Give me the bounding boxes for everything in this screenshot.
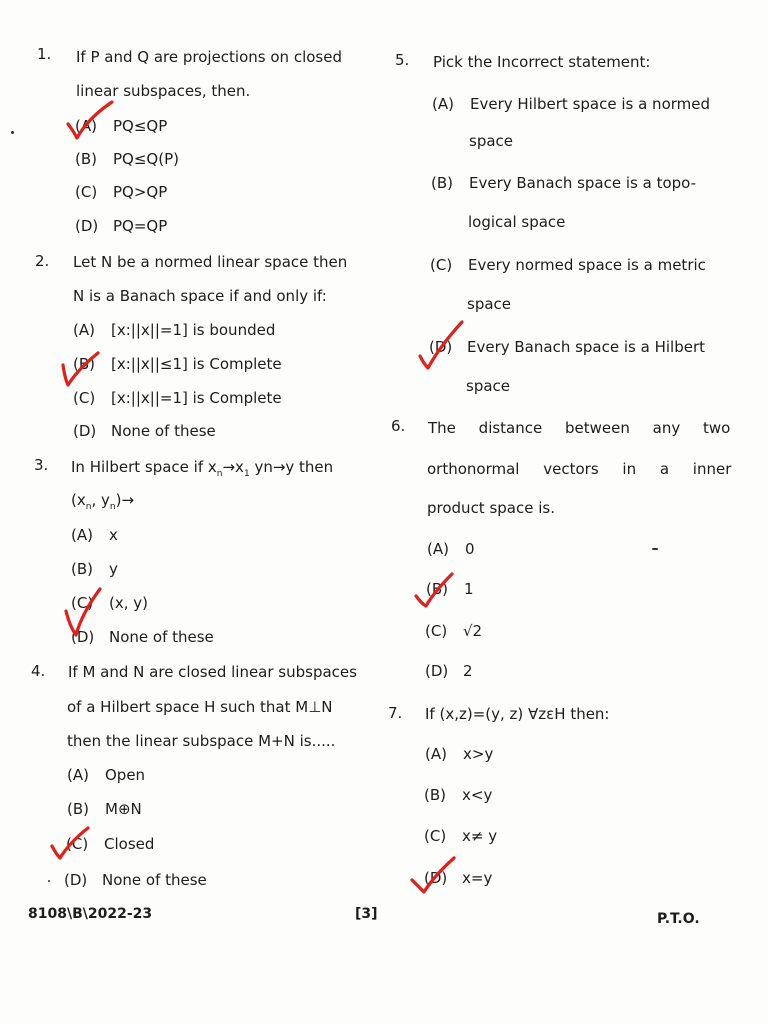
option-a: (A) x>y — [425, 745, 494, 763]
option-a: (A) PQ≤QP — [75, 117, 168, 135]
check-mark-icon — [414, 316, 470, 374]
stray-dot — [652, 548, 658, 550]
question-text-line: If P and Q are projections on closed — [76, 48, 342, 66]
option-d: (D) PQ=QP — [75, 217, 168, 235]
question-text-line: product space is. — [427, 499, 555, 517]
question-number: 6. — [391, 417, 406, 435]
option-a: (A) x — [71, 526, 118, 544]
option-c-continuation: space — [467, 295, 512, 313]
page-number: [3] — [355, 906, 378, 922]
question-text-line: linear subspaces, then. — [76, 82, 251, 100]
question-text-line: If M and N are closed linear subspaces — [68, 663, 357, 681]
option-b: (B) y — [71, 560, 118, 578]
option-d: (D) 2 — [425, 662, 473, 680]
option-b: (B) [x:||x||≤1] is Complete — [73, 355, 282, 373]
option-c: (C) x≠ y — [424, 827, 498, 845]
question-text-line: orthonormal vectors in a inner — [427, 460, 732, 478]
option-c: (C) Every normed space is a metric — [430, 256, 706, 274]
option-d: (D) None of these — [71, 628, 214, 646]
option-a: (A) Open — [67, 766, 146, 784]
option-c: (C) Closed — [66, 835, 155, 853]
option-d-continuation: space — [466, 377, 511, 395]
stray-dot — [11, 131, 14, 134]
option-c: (C) [x:||x||=1] is Complete — [73, 389, 282, 407]
paper-code: 8108\B\2022-23 — [28, 906, 153, 922]
check-mark-icon — [56, 345, 112, 391]
option-b: (B) M⊕N — [67, 800, 142, 818]
option-b: (B) x<y — [424, 786, 493, 804]
question-text-line: ($x_n$, $y_n)\to$ — [71, 491, 135, 512]
option-b: (B) Every Banach space is a topo- — [431, 174, 697, 192]
option-d: (D) None of these — [64, 871, 207, 889]
option-a: (A) [x:||x||=1] is bounded — [73, 321, 276, 339]
check-mark-icon — [46, 822, 98, 866]
check-mark-icon — [60, 98, 122, 144]
check-mark-icon — [60, 583, 110, 643]
option-d: (D) x=y — [424, 869, 493, 887]
question-number: 4. — [31, 662, 46, 680]
check-mark-icon — [410, 570, 458, 612]
question-text-line: Pick the Incorrect statement: — [433, 53, 651, 71]
option-a-continuation: space — [469, 132, 514, 150]
question-number: 2. — [35, 252, 50, 270]
question-4 — [0, 0, 380, 900]
question-text-line: Let N be a normed linear space then — [73, 253, 348, 271]
question-text-line: The distance between any two — [428, 419, 731, 437]
question-text-line: If (x,z)=(y, z) ∀zεH then: — [425, 705, 610, 723]
question-text-line: then the linear subspace M+N is..... — [67, 732, 336, 750]
option-d: (D) None of these — [73, 422, 216, 440]
option-d: (D) Every Banach space is a Hilbert — [429, 338, 705, 356]
option-c: (C) (x, y) — [71, 594, 148, 612]
check-mark-icon — [406, 852, 460, 898]
question-text-line: N is a Banach space if and only if: — [73, 287, 327, 305]
question-number: 3. — [34, 456, 49, 474]
stray-dot — [48, 880, 50, 882]
option-a: (A) Every Hilbert space is a normed — [432, 95, 711, 113]
option-b: (B) 1 — [426, 580, 474, 598]
please-turn-over: P.T.O. — [657, 911, 700, 927]
question-number: 5. — [395, 51, 410, 69]
question-text-line: of a Hilbert space H such that M⊥N — [67, 698, 333, 716]
option-a: (A) 0 — [427, 540, 475, 558]
option-c: (C) √2 — [425, 622, 483, 640]
option-b: (B) PQ≤Q(P) — [75, 150, 179, 168]
question-text-line: In Hilbert space if $x_n\to x_1$ yn→y then — [71, 458, 334, 479]
option-c: (C) PQ>QP — [75, 183, 168, 201]
option-b-continuation: logical space — [468, 213, 566, 231]
question-number: 7. — [388, 704, 403, 722]
question-number: 1. — [37, 45, 52, 63]
